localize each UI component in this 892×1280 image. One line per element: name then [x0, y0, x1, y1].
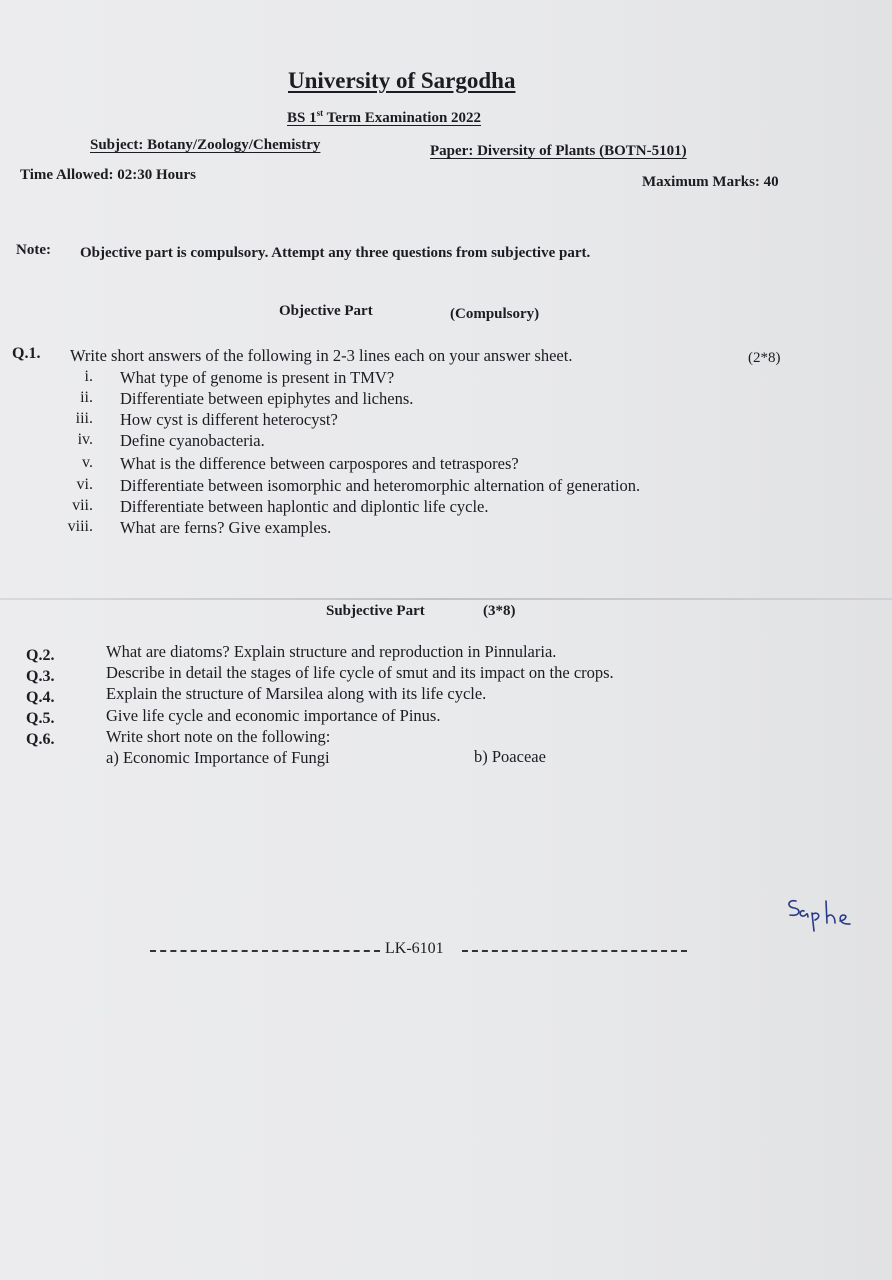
q1-number: Q.1. — [12, 345, 41, 362]
question-number: Q.6. — [26, 731, 55, 748]
item-text: What is the difference between carpospores and tetraspores? — [120, 454, 519, 473]
q6-option-a: a) Economic Importance of Fungi — [106, 748, 330, 767]
item-number: iv. — [77, 431, 93, 448]
paper-fold — [0, 598, 892, 600]
item-text: Differentiate between isomorphic and heteromorphic alternation of generation. — [120, 476, 641, 495]
item-text: Differentiate between epiphytes and lichens. — [120, 389, 414, 408]
question-number: Q.2. — [26, 647, 55, 664]
question-text: Describe in detail the stages of life cycle of smut and its impact on the crops. — [106, 663, 614, 682]
subject-line: Subject: Botany/Zoology/Chemistry — [90, 137, 321, 153]
exam-title-prefix: BS 1 — [287, 110, 317, 126]
footer-code: LK-6101 — [385, 940, 444, 957]
item-number: iii. — [75, 410, 93, 427]
objective-heading: Objective Part — [279, 303, 373, 319]
q1-marks: (2*8) — [748, 350, 781, 366]
note-label: Note: — [16, 242, 51, 258]
item-number: viii. — [67, 518, 93, 535]
item-text: Differentiate between haplontic and diplontic life cycle. — [120, 497, 489, 516]
footer-dash-right — [462, 950, 687, 952]
objective-tag: (Compulsory) — [450, 306, 540, 322]
question-number: Q.4. — [26, 689, 55, 706]
maximum-marks: Maximum Marks: 40 — [642, 174, 779, 190]
item-number: i. — [84, 368, 93, 385]
q6-option-b: b) Poaceae — [474, 747, 546, 766]
question-number: Q.5. — [26, 710, 55, 727]
exam-title — [287, 108, 481, 127]
question-text: What are diatoms? Explain structure and reproduction in Pinnularia. — [106, 642, 557, 661]
footer-dash-left — [150, 950, 380, 952]
time-allowed: Time Allowed: 02:30 Hours — [20, 167, 196, 183]
question-text: Write short note on the following: — [106, 727, 331, 746]
item-number: v. — [82, 454, 93, 471]
q1-instruction: Write short answers of the following in 2-3 lines each on your answer sheet. — [70, 346, 573, 365]
item-number: vii. — [72, 497, 93, 514]
item-number: ii. — [80, 389, 93, 406]
note-text: Objective part is compulsory. Attempt any three questions from subjective part. — [80, 245, 591, 261]
paper-line: Paper: Diversity of Plants (BOTN-5101) — [430, 143, 687, 159]
item-text: What are ferns? Give examples. — [120, 518, 332, 537]
item-text: Define cyanobacteria. — [120, 431, 265, 450]
item-number: vi. — [76, 476, 93, 493]
subjective-marks: (3*8) — [483, 603, 516, 619]
exam-title-sup: st — [316, 108, 324, 118]
item-text: How cyst is different heterocyst? — [120, 410, 338, 429]
exam-title-suffix: Term Examination 2022 — [323, 110, 482, 126]
handwritten-signature — [780, 893, 870, 943]
university-title: University of Sargodha — [288, 68, 516, 93]
question-number: Q.3. — [26, 668, 55, 685]
subjective-heading: Subjective Part — [326, 603, 425, 619]
question-text: Give life cycle and economic importance of Pinus. — [106, 706, 441, 725]
question-text: Explain the structure of Marsilea along with its life cycle. — [106, 684, 487, 703]
item-text: What type of genome is present in TMV? — [120, 368, 395, 387]
